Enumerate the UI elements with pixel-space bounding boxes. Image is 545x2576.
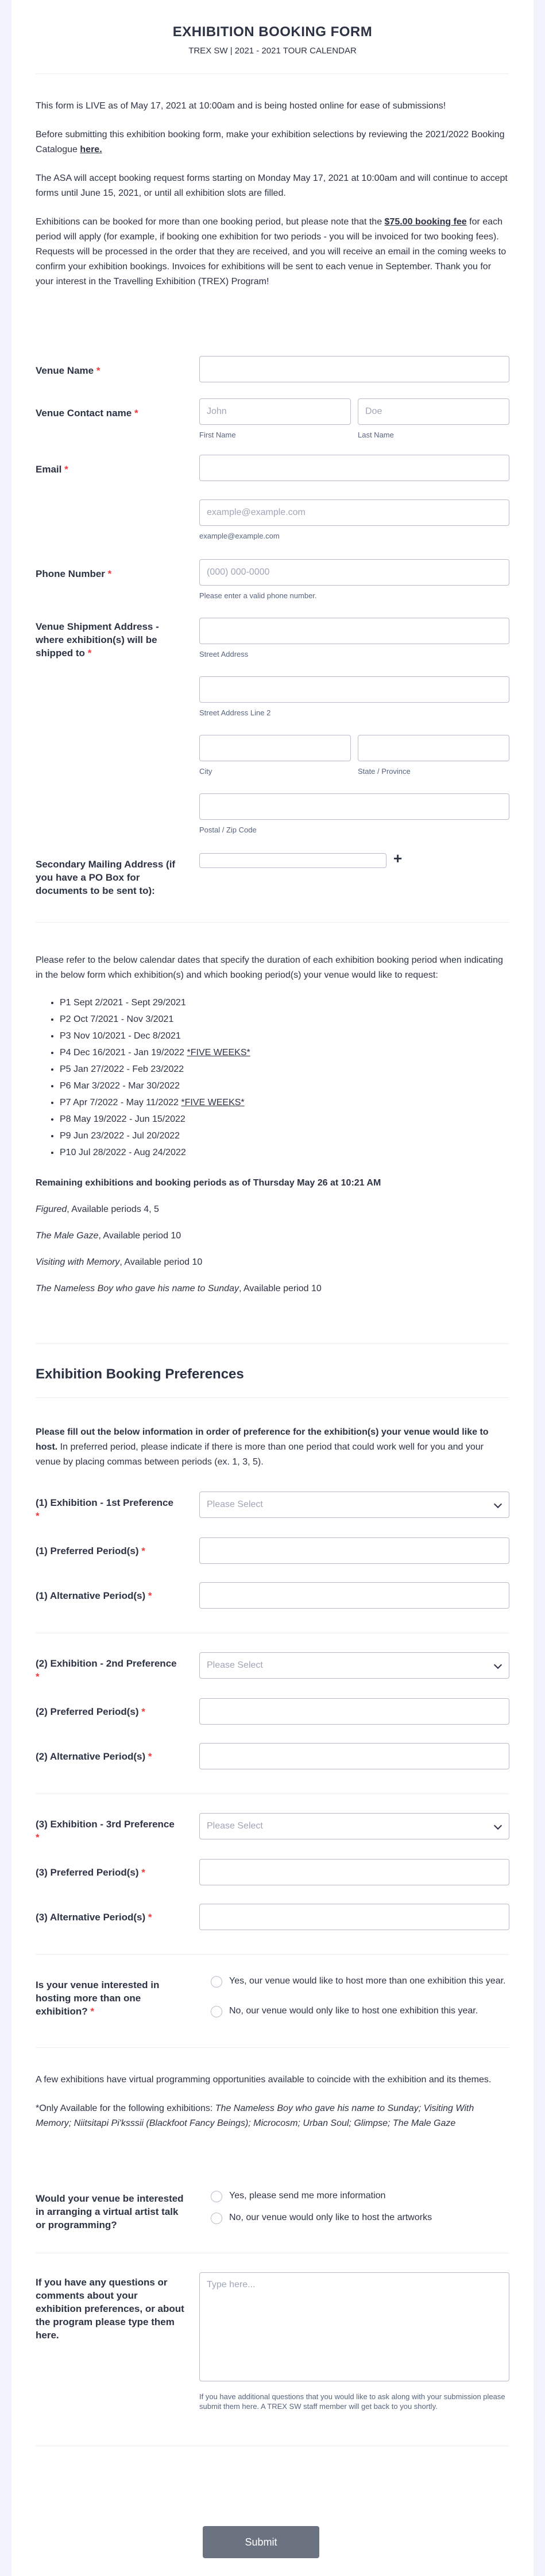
alternative-period-1-input[interactable] [199,1582,509,1609]
phone-label: Phone Number * [36,568,112,579]
virtual-programming-label: Would your venue be interested in arranging a virtual artist talk or programming? [36,2193,184,2230]
period-item: • P8 May 19/2022 - Jun 15/2022 [60,1111,509,1128]
shipment-address-label: Venue Shipment Address - where exhibition(s) will be shipped to * [36,621,159,658]
period-item: • P7 Apr 7/2022 - May 11/2022 *FIVE WEEKS* [60,1094,509,1111]
alternative-period-3-label: (3) Alternative Period(s) * [36,1912,152,1923]
first-name-sublabel: First Name [199,431,236,439]
multi-host-no-option[interactable]: No, our venue would only like to host one exhibition this year. [211,2005,509,2017]
last-name-input[interactable] [358,398,509,425]
preferences-instructions: Please fill out the below information in order of preference for the exhibition(s) your venue would like to host. In preferred period, please indicate if there is more than one period that could work well for you and your venue by placing commas between periods (ex. 1, 3, 5). [36,1427,489,1467]
form-title: EXHIBITION BOOKING FORM [172,24,373,40]
radio-button[interactable] [211,1976,222,1988]
virtual-intro: A few exhibitions have virtual programming opportunities available to coincide with the exhibition and its themes. [36,2075,492,2085]
virtual-section [36,2073,509,2131]
exhibition-1-select[interactable]: Please Select [199,1492,509,1518]
preferences-divider [36,1343,509,1344]
questions-textarea[interactable] [199,2272,509,2381]
street-address-2-sublabel: Street Address Line 2 [199,708,271,717]
catalogue-link[interactable]: here. [80,145,102,154]
intro-dates: The ASA will accept booking request forms starting on Monday May 17, 2021 at 10:00am and will continue to accept forms until June 15, 2021, or until all exhibition slots are filled. [36,173,508,198]
alternative-period-3-input[interactable] [199,1904,509,1930]
alternative-period-2-label: (2) Alternative Period(s) * [36,1751,152,1762]
remaining-item: The Nameless Boy who gave his name to Sunday, Available period 10 [36,1284,322,1293]
virtual-no-option[interactable]: No, our venue would only like to host the artworks [211,2211,509,2224]
period-item: • P5 Jan 27/2022 - Feb 23/2022 [60,1061,509,1078]
period-item: • P3 Nov 10/2021 - Dec 8/2021 [60,1028,509,1044]
submit-button[interactable]: Submit [203,2526,319,2558]
alternative-period-2-input[interactable] [199,1743,509,1769]
virtual-yes-option[interactable]: Yes, please send me more information [211,2190,509,2202]
period-list [36,994,509,1161]
booking-fee: $75.00 booking fee [384,217,467,227]
multi-host-label: Is your venue interested in hosting more than one exhibition? * [36,1980,160,2017]
intro-catalogue: Before submitting this exhibition booking form, make your exhibition selections by reviewing the 2021/2022 Booking Catalogue here. [36,130,505,154]
exhibition-3-label: (3) Exhibition - 3rd Preference * [36,1819,175,1843]
first-name-input[interactable] [199,398,351,425]
preferred-period-2-input[interactable] [199,1698,509,1725]
calendar-intro: Please refer to the below calendar dates that specify the duration of each exhibition booking period when indicating in the below form which exhibition(s) and which booking period(s) your venue would like to request: [36,955,503,980]
radio-button[interactable] [211,2191,222,2202]
remaining-item: The Male Gaze, Available period 10 [36,1231,181,1241]
secondary-address-input[interactable] [199,853,386,868]
postal-code-sublabel: Postal / Zip Code [199,826,257,834]
state-sublabel: State / Province [358,767,411,776]
period-item: • P9 Jun 23/2022 - Jul 20/2022 [60,1128,509,1144]
header-divider [36,73,509,74]
form-card [11,0,534,2576]
secondary-address-label: Secondary Mailing Address (if you have a PO Box for documents to be sent to): [36,859,176,896]
city-input[interactable] [199,735,351,761]
phone-input[interactable] [199,559,509,586]
alternative-period-1-label: (1) Alternative Period(s) * [36,1590,152,1601]
street-address-sublabel: Street Address [199,650,249,658]
remaining-title: Remaining exhibitions and booking periods as of Thursday May 26 at 10:21 AM [36,1178,381,1188]
add-icon[interactable]: + [393,850,403,867]
contact-name-label: Venue Contact name * [36,408,138,419]
group-3-divider [36,1954,509,1955]
preferred-period-3-label: (3) Preferred Period(s) * [36,1867,145,1878]
chevron-down-icon [494,1661,502,1669]
remaining-item: Figured, Available periods 4, 5 [36,1204,159,1214]
group-2-divider [36,1793,509,1794]
period-item: • P2 Oct 7/2021 - Nov 3/2021 [60,1011,509,1028]
exhibition-2-select[interactable]: Please Select [199,1652,509,1679]
remaining-item: Visiting with Memory, Available period 10 [36,1257,203,1267]
city-sublabel: City [199,767,212,776]
radio-button[interactable] [211,2213,222,2224]
calendar-section [36,953,509,1296]
period-item: • P6 Mar 3/2022 - Mar 30/2022 [60,1078,509,1094]
postal-code-input[interactable] [199,793,509,820]
period-item: • P4 Dec 16/2021 - Jan 19/2022 *FIVE WEEKS* [60,1044,509,1061]
preferred-period-3-input[interactable] [199,1859,509,1885]
email-confirm-input[interactable] [199,499,509,526]
email-sublabel: example@example.com [199,532,280,540]
state-input[interactable] [358,735,509,761]
exhibition-1-label: (1) Exhibition - 1st Preference * [36,1497,173,1521]
virtual-availability: *Only Available for the following exhibitions: The Nameless Boy who gave his name to Sunday; Visiting With Memory; Niitsitapi Pi'ksssii (Blackfoot Fancy Beings); Microcosm; Urban Soul; Glimpse; The Male Gaze [36,2104,474,2128]
preferred-period-1-label: (1) Preferred Period(s) * [36,1545,145,1556]
preferred-period-2-label: (2) Preferred Period(s) * [36,1706,145,1717]
preferences-title: Exhibition Booking Preferences [36,1366,244,1382]
last-name-sublabel: Last Name [358,431,394,439]
chevron-down-icon [494,1822,502,1830]
period-item: • P10 Jul 28/2022 - Aug 24/2022 [60,1144,509,1161]
questions-label: If you have any questions or comments about your exhibition preferences, or about the program please type them here. [36,2277,184,2341]
chevron-down-icon [494,1500,502,1508]
period-item: • P1 Sept 2/2021 - Sept 29/2021 [60,994,509,1011]
multi-host-yes-option[interactable]: Yes, our venue would like to host more than one exhibition this year. [211,1975,509,1988]
exhibition-2-label: (2) Exhibition - 2nd Preference * [36,1658,177,1682]
exhibition-3-select[interactable]: Please Select [199,1813,509,1839]
calendar-divider [36,922,509,923]
street-address-input[interactable] [199,618,509,644]
email-input[interactable] [199,455,509,481]
preferences-title-divider [36,1397,509,1398]
email-label: Email * [36,464,68,475]
radio-button[interactable] [211,2006,222,2017]
venue-name-input[interactable] [199,356,509,382]
venue-name-label: Venue Name * [36,365,101,376]
intro-section [36,99,509,289]
multi-host-divider [36,2047,509,2048]
intro-fees: Exhibitions can be booked for more than one booking period, but please note that the $75.00 booking fee for each period will apply (for example, if booking one exhibition for two periods - you will be invoiced for two booking fees). Requests will be processed in the order that they are received, and you will receive an email in the coming weeks to confirm your exhibition bookings. Invoices for exhibitions will be sent to each venue in September. Thank you for your interest in the Travelling Exhibition (TREX) Program! [36,217,507,286]
preferred-period-1-input[interactable] [199,1537,509,1564]
phone-sublabel: Please enter a valid phone number. [199,591,317,600]
street-address-2-input[interactable] [199,676,509,703]
intro-live-notice: This form is LIVE as of May 17, 2021 at 10:00am and is being hosted online for ease of submissions! [36,101,446,111]
questions-sublabel: If you have additional questions that you would like to ask along with your submission please submit them here. A TREX SW staff member will get back to you shortly. [199,2392,505,2411]
form-subtitle: TREX SW | 2021 - 2021 TOUR CALENDAR [188,46,357,56]
